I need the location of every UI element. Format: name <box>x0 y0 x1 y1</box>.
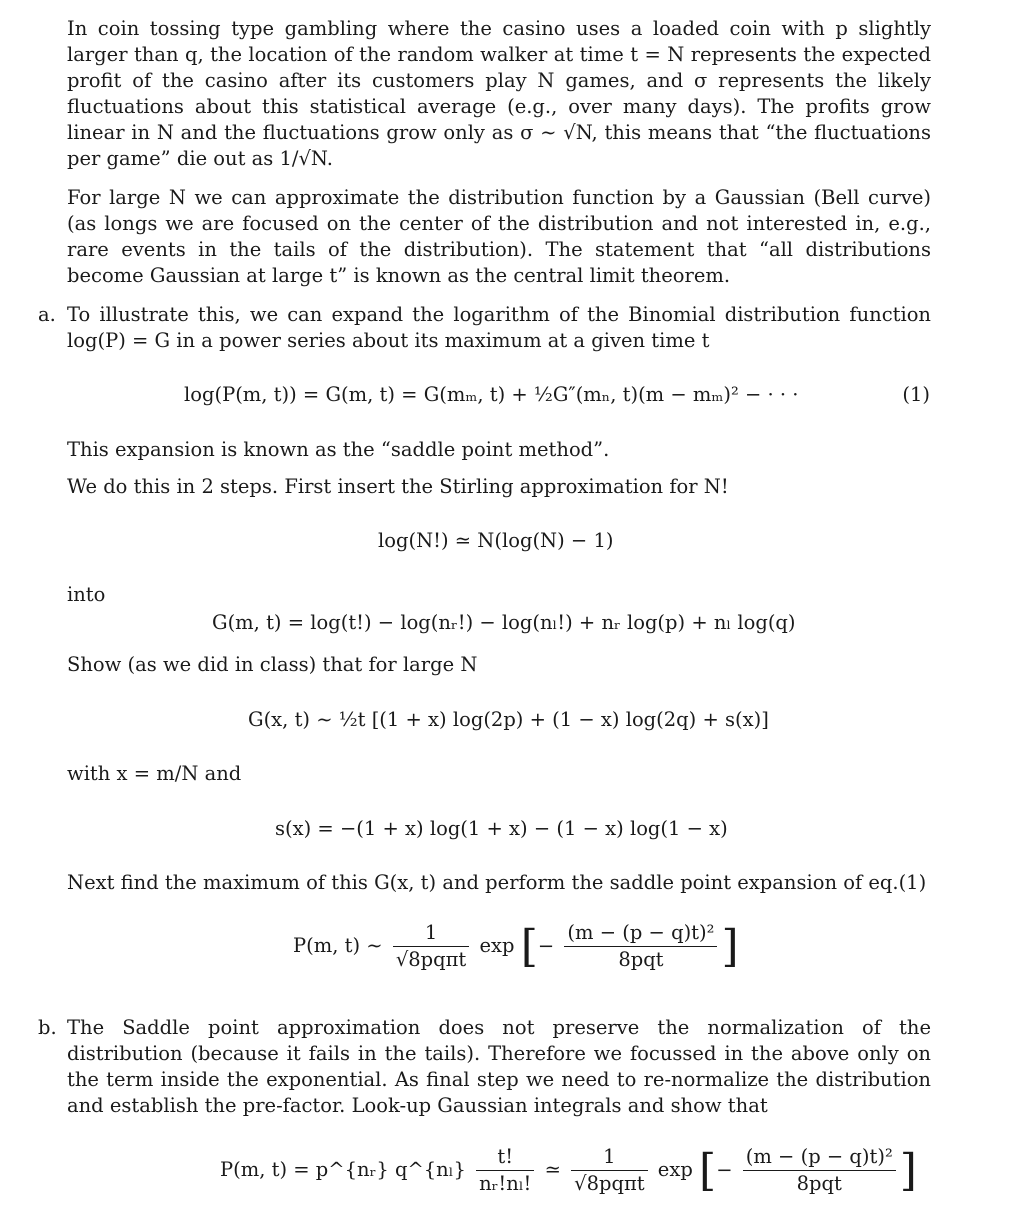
right-bracket-icon: ] <box>899 1144 917 1196</box>
intro-paragraph-1: In coin tossing type gambling where the casino uses a loaded coin with p slightly larger than q, the location of the random walker at time t = N represents the expected profit of the casino after its customers play N games, and σ represents the likely fluctuations about this statistical average (e.g., over many days). The profits grow linear in N and the fluctuations grow only as σ ∼ √N, this means that “the fluctuations per game” die out as 1/√N. <box>67 17 931 170</box>
p-approx-lhs: P(m, t) ∼ <box>293 934 383 957</box>
part-b-text: The Saddle point approximation does not preserve the normalization of the distribution (because it fails in the tails). Therefore we focussed in the above only on the term inside the exponential. As final step we need to re-normalize the distribution and establish the pre-factor. Look-up Gaussian integrals and show that <box>67 1016 931 1117</box>
g-approx-equation: G(x, t) ∼ ½t [(1 + x) log(2p) + (1 − x) log(2q) + s(x)] <box>248 708 769 731</box>
show-text: Show (as we did in class) that for large N <box>67 653 478 676</box>
right-bracket-icon: ] <box>721 920 739 972</box>
p-norm-exponent-num: (m − (p − q)t)² <box>743 1146 896 1171</box>
p-norm-prefactor-den: √8pqπt <box>574 1172 645 1195</box>
with-x-text: with x = m/N and <box>67 762 242 785</box>
p-norm-prefactor-num: 1 <box>571 1146 647 1171</box>
part-a-intro: To illustrate this, we can expand the logarithm of the Binomial distribution function log(P) = G in a power series about its maximum at a given time t <box>67 303 931 352</box>
p-exact-equation: P(m, t) = p^{nᵣ} q^{nₗ} $\frac{t!}{\text{nᵣ!nₗ!}}$ ≃ $\frac{1}{\text{√8pqπt}}$ exp [− $\frac{\text{(m − (p − q)t)²}}{\text{8pqt}}$ ] <box>220 1144 917 1196</box>
g-definition-equation: G(m, t) = log(t!) − log(nᵣ!) − log(nₗ!) + nᵣ log(p) + nₗ log(q) <box>212 611 796 634</box>
p-exact-frac-den: nᵣ!nₗ! <box>479 1172 532 1195</box>
saddle-point-text: This expansion is known as the “saddle point method”. <box>67 438 610 461</box>
p-approx-prefactor <box>393 922 469 971</box>
p-approx-exp: exp <box>479 934 515 957</box>
p-exact-lhs: P(m, t) = p^{nᵣ} q^{nₗ} <box>220 1158 466 1181</box>
part-a-label: a. <box>38 303 56 326</box>
p-approx-exponent <box>564 922 717 971</box>
steps-text: We do this in 2 steps. First insert the Stirling approximation for N! <box>67 475 729 498</box>
part-b-label: b. <box>38 1016 57 1039</box>
p-approx-prefactor-den: √8pqπt <box>395 948 467 971</box>
p-approx-equation: P(m, t) ∼ $\frac{1}{\text{√8pqπt}}$ exp [− $\frac{\text{(m − (p − q)t)²}}{\text{8pqt}}$ ] <box>293 920 739 972</box>
p-approx-exponent-den: 8pqt <box>618 948 664 971</box>
p-norm-exp: exp <box>657 1158 693 1181</box>
left-bracket-icon: [ <box>699 1144 717 1196</box>
equation-1-number: (1) <box>902 383 930 406</box>
left-bracket-icon: [ <box>520 920 538 972</box>
p-norm-exponent-den: 8pqt <box>796 1172 842 1195</box>
s-definition-equation: s(x) = −(1 + x) log(1 + x) − (1 − x) log(1 − x) <box>275 817 728 840</box>
p-norm-prefactor <box>571 1146 647 1195</box>
p-norm-exponent <box>743 1146 896 1195</box>
into-text: into <box>67 583 106 606</box>
stirling-equation: log(N!) ≃ N(log(N) − 1) <box>378 529 614 552</box>
equation-1: log(P(m, t)) = G(m, t) = G(mₘ, t) + ½G″(mₙ, t)(m − mₘ)² − · · · <box>184 383 799 406</box>
p-approx-prefactor-num: 1 <box>393 922 469 947</box>
next-step-text: Next find the maximum of this G(x, t) and perform the saddle point expansion of eq.(1) <box>67 871 927 894</box>
p-exact-frac <box>476 1146 534 1195</box>
p-approx-exponent-num: (m − (p − q)t)² <box>564 922 717 947</box>
approx-sign: ≃ <box>544 1158 561 1181</box>
p-exact-frac-num: t! <box>476 1146 534 1171</box>
intro-paragraph-2: For large N we can approximate the distribution function by a Gaussian (Bell curve) (as longs we are focused on the center of the distribution and not interested in, e.g., rare events in the tails of the distribution). The statement that “all distributions become Gaussian at large t” is known as the central limit theorem. <box>67 186 931 287</box>
